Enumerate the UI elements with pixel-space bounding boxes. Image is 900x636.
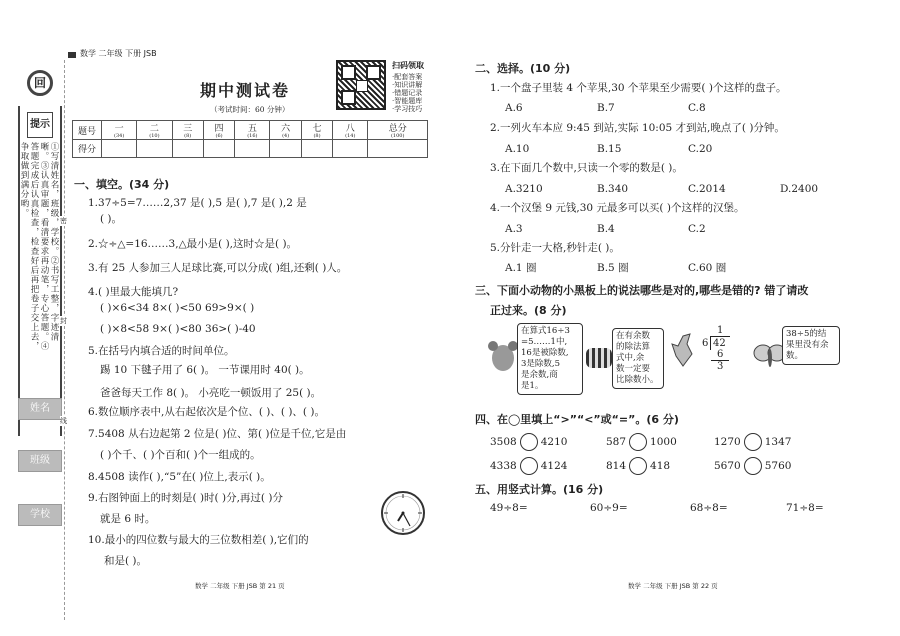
score-cell[interactable] bbox=[203, 140, 234, 158]
question-line: 1.37÷5=7……2,37 是( ),5 是( ),7 是( ),2 是 bbox=[88, 197, 307, 209]
choice-option[interactable]: A.3210 bbox=[505, 183, 543, 195]
question-line: 7.5408 从右边起第 2 位是( )位、第( )位是千位,它是由 bbox=[88, 428, 347, 440]
board-2: 在有余数 的除法算 式中,余 数一定要 比除数小。 bbox=[612, 328, 664, 389]
qr-code-icon[interactable] bbox=[336, 60, 386, 110]
score-col: 五 (16) bbox=[235, 121, 270, 140]
compare-circle[interactable] bbox=[520, 457, 538, 475]
name-label: 姓名 bbox=[18, 398, 62, 420]
choice-option[interactable]: A.3 bbox=[505, 223, 523, 235]
compare-row: 4338 4124 814 418 5670 5760 bbox=[490, 457, 791, 475]
exam-title: 期中测试卷 bbox=[200, 81, 291, 100]
section-1-heading: 一、填空。(34 分) bbox=[74, 178, 170, 191]
score-table bbox=[72, 120, 428, 158]
question-line: 踢 10 下毽子用了 6( )。 一节课用时 40( )。 bbox=[100, 364, 310, 376]
compare-circle[interactable] bbox=[629, 433, 647, 451]
qr-item: ·智能题库 bbox=[392, 97, 423, 105]
header-marker bbox=[68, 52, 76, 58]
compare-circle[interactable] bbox=[520, 433, 538, 451]
section-4-heading: 四、在◯里填上“>”“<”或“=”。(6 分) bbox=[475, 413, 679, 426]
zebra-icon bbox=[586, 348, 612, 368]
choice-option[interactable]: B.7 bbox=[597, 102, 615, 114]
choice-option[interactable]: B.5 圈 bbox=[597, 262, 629, 274]
tip-text-4: 争取做到满分哟。 bbox=[19, 142, 29, 218]
choice-option[interactable]: A.1 圈 bbox=[505, 262, 537, 274]
class-label: 班级 bbox=[18, 450, 62, 472]
question-line: 8.4508 读作( ),“5”在( )位上,表示( )。 bbox=[88, 471, 271, 483]
qr-item: ·知识讲解 bbox=[392, 81, 423, 89]
compare-circle[interactable] bbox=[629, 457, 647, 475]
right-footer: 数学 二年级 下册 JSB 第 22 页 bbox=[628, 582, 718, 590]
cut-mark-2: 封 bbox=[60, 317, 67, 325]
score-col: 八 (14) bbox=[333, 121, 368, 140]
question-line: 2.☆÷△=16……3,△最小是( ),这时☆是( )。 bbox=[88, 238, 298, 250]
score-cell[interactable] bbox=[102, 140, 137, 158]
row-head-score: 得分 bbox=[73, 140, 102, 158]
tip-text-3: 答题完成后认真检查，检查好后再把卷子交上去， bbox=[29, 142, 39, 351]
question-line: 5.在括号内填合适的时间单位。 bbox=[88, 345, 235, 357]
question-line: 6.数位顺序表中,从右起依次是个位、( )、( )、( )。 bbox=[88, 406, 325, 418]
tip-box: 提示 bbox=[27, 112, 53, 138]
question-line: ( )个千、( )个百和( )个一组成的。 bbox=[100, 449, 261, 461]
question-line: 3.有 25 人参加三人足球比赛,可以分成( )组,还剩( )人。 bbox=[88, 262, 348, 274]
qr-item: ·错题记录 bbox=[392, 89, 423, 97]
score-col: 六 (4) bbox=[270, 121, 301, 140]
choice-question: 1.一个盘子里装 4 个苹果,30 个苹果至少需要( )个这样的盘子。 bbox=[490, 82, 787, 94]
logo-icon: 回 bbox=[27, 70, 53, 96]
school-label: 学校 bbox=[18, 504, 62, 526]
choice-option[interactable]: C.2 bbox=[688, 223, 706, 235]
left-footer: 数学 二年级 下册 JSB 第 21 页 bbox=[195, 582, 285, 590]
score-col: 二 (10) bbox=[137, 121, 172, 140]
question-line: 就是 6 时。 bbox=[100, 513, 156, 525]
choice-option[interactable]: A.10 bbox=[505, 143, 530, 155]
choice-option[interactable]: D.2400 bbox=[780, 183, 819, 195]
cut-mark-1: 密 bbox=[60, 217, 67, 225]
choice-option[interactable]: B.4 bbox=[597, 223, 615, 235]
choice-option[interactable]: C.60 圈 bbox=[688, 262, 727, 274]
choice-question: 5.分针走一大格,秒针走( )。 bbox=[490, 242, 620, 254]
choice-question: 3.在下面几个数中,只读一个零的数是( )。 bbox=[490, 162, 683, 174]
score-col: 一 (34) bbox=[102, 121, 137, 140]
section-2-heading: 二、选择。(10 分) bbox=[475, 62, 571, 75]
calc-item[interactable]: 49÷8= bbox=[490, 502, 528, 514]
score-col: 七 (8) bbox=[301, 121, 332, 140]
question-line: 10.最小的四位数与最大的三位数相差( ),它们的 bbox=[88, 534, 309, 546]
qr-item: ·配套答案 bbox=[392, 73, 423, 81]
choice-option[interactable]: B.15 bbox=[597, 143, 622, 155]
choice-question: 2.一列火车本应 9:45 到站,实际 10:05 才到站,晚点了( )分钟。 bbox=[490, 122, 785, 134]
qr-title: 扫码领取 bbox=[392, 61, 424, 70]
score-col: 三 (8) bbox=[172, 121, 203, 140]
score-cell[interactable] bbox=[301, 140, 332, 158]
clock-icon bbox=[380, 490, 426, 536]
row-head-number: 题号 bbox=[73, 121, 102, 140]
question-line: ( )×8<58 9×( )<80 36>( )-40 bbox=[100, 323, 256, 335]
compare-row: 3508 4210 587 1000 1270 1347 bbox=[490, 433, 791, 451]
section-3-heading: 三、下面小动物的小黑板上的说法哪些是对的,哪些是错的? 错了请改 bbox=[475, 284, 809, 297]
cut-line bbox=[64, 60, 65, 620]
time-note: （考试时间：60 分钟） bbox=[210, 105, 290, 114]
section-5-heading: 五、用竖式计算。(16 分) bbox=[475, 483, 604, 496]
mouse-icon bbox=[492, 345, 514, 371]
calc-item[interactable]: 60÷9= bbox=[590, 502, 628, 514]
long-division: 1 6 42 6 3 bbox=[702, 326, 732, 370]
question-line: ( )。 bbox=[100, 213, 123, 225]
choice-option[interactable]: A.6 bbox=[505, 102, 523, 114]
subject-line: 数学 二年级 下册 JSB bbox=[80, 49, 157, 58]
score-cell[interactable] bbox=[368, 140, 428, 158]
question-line: 4.( )里最大能填几? bbox=[88, 286, 179, 298]
board-1: 在算式16÷3 =5……1中, 16是被除数, 3是除数,5 是余数,商 是1。 bbox=[517, 323, 583, 395]
score-cell[interactable] bbox=[333, 140, 368, 158]
calc-item[interactable]: 71÷8= bbox=[786, 502, 824, 514]
qr-item: ·学习技巧 bbox=[392, 105, 423, 113]
tip-text-1: ①写清姓名，班级，学校。②书写工整，字迹清 bbox=[49, 142, 59, 342]
choice-question: 4.一个汉堡 9 元钱,30 元最多可以买( )个这样的汉堡。 bbox=[490, 202, 745, 214]
bird-icon bbox=[670, 332, 696, 368]
score-cell[interactable] bbox=[172, 140, 203, 158]
section-3-heading-cont: 正过来。(8 分) bbox=[490, 304, 567, 317]
board-3: 38÷5的结 果里没有余 数。 bbox=[782, 326, 840, 365]
choice-option[interactable]: C.2014 bbox=[688, 183, 726, 195]
cut-mark-3: 线 bbox=[60, 417, 67, 425]
choice-option[interactable]: B.340 bbox=[597, 183, 629, 195]
question-line: ( )×6<34 8×( )<50 69>9×( ) bbox=[100, 302, 255, 314]
score-cell[interactable] bbox=[137, 140, 172, 158]
choice-option[interactable]: C.8 bbox=[688, 102, 706, 114]
choice-option[interactable]: C.20 bbox=[688, 143, 713, 155]
compare-circle[interactable] bbox=[744, 457, 762, 475]
tip-text-2: 晰。③认真审题，看清要求再动笔，专心答题。④ bbox=[39, 142, 49, 351]
question-line: 9.右图钟面上的时刻是( )时( )分,再过( )分 bbox=[88, 492, 283, 504]
score-cell[interactable] bbox=[270, 140, 301, 158]
sidebar bbox=[14, 50, 64, 630]
question-line: 爸爸每天工作 8( )。 小亮吃一顿饭用了 25( )。 bbox=[100, 387, 322, 399]
question-line: 和是( )。 bbox=[104, 555, 148, 567]
score-col: 总分 (100) bbox=[368, 121, 428, 140]
score-col: 四 (6) bbox=[203, 121, 234, 140]
calc-item[interactable]: 68÷8= bbox=[690, 502, 728, 514]
score-cell[interactable] bbox=[235, 140, 270, 158]
compare-circle[interactable] bbox=[744, 433, 762, 451]
